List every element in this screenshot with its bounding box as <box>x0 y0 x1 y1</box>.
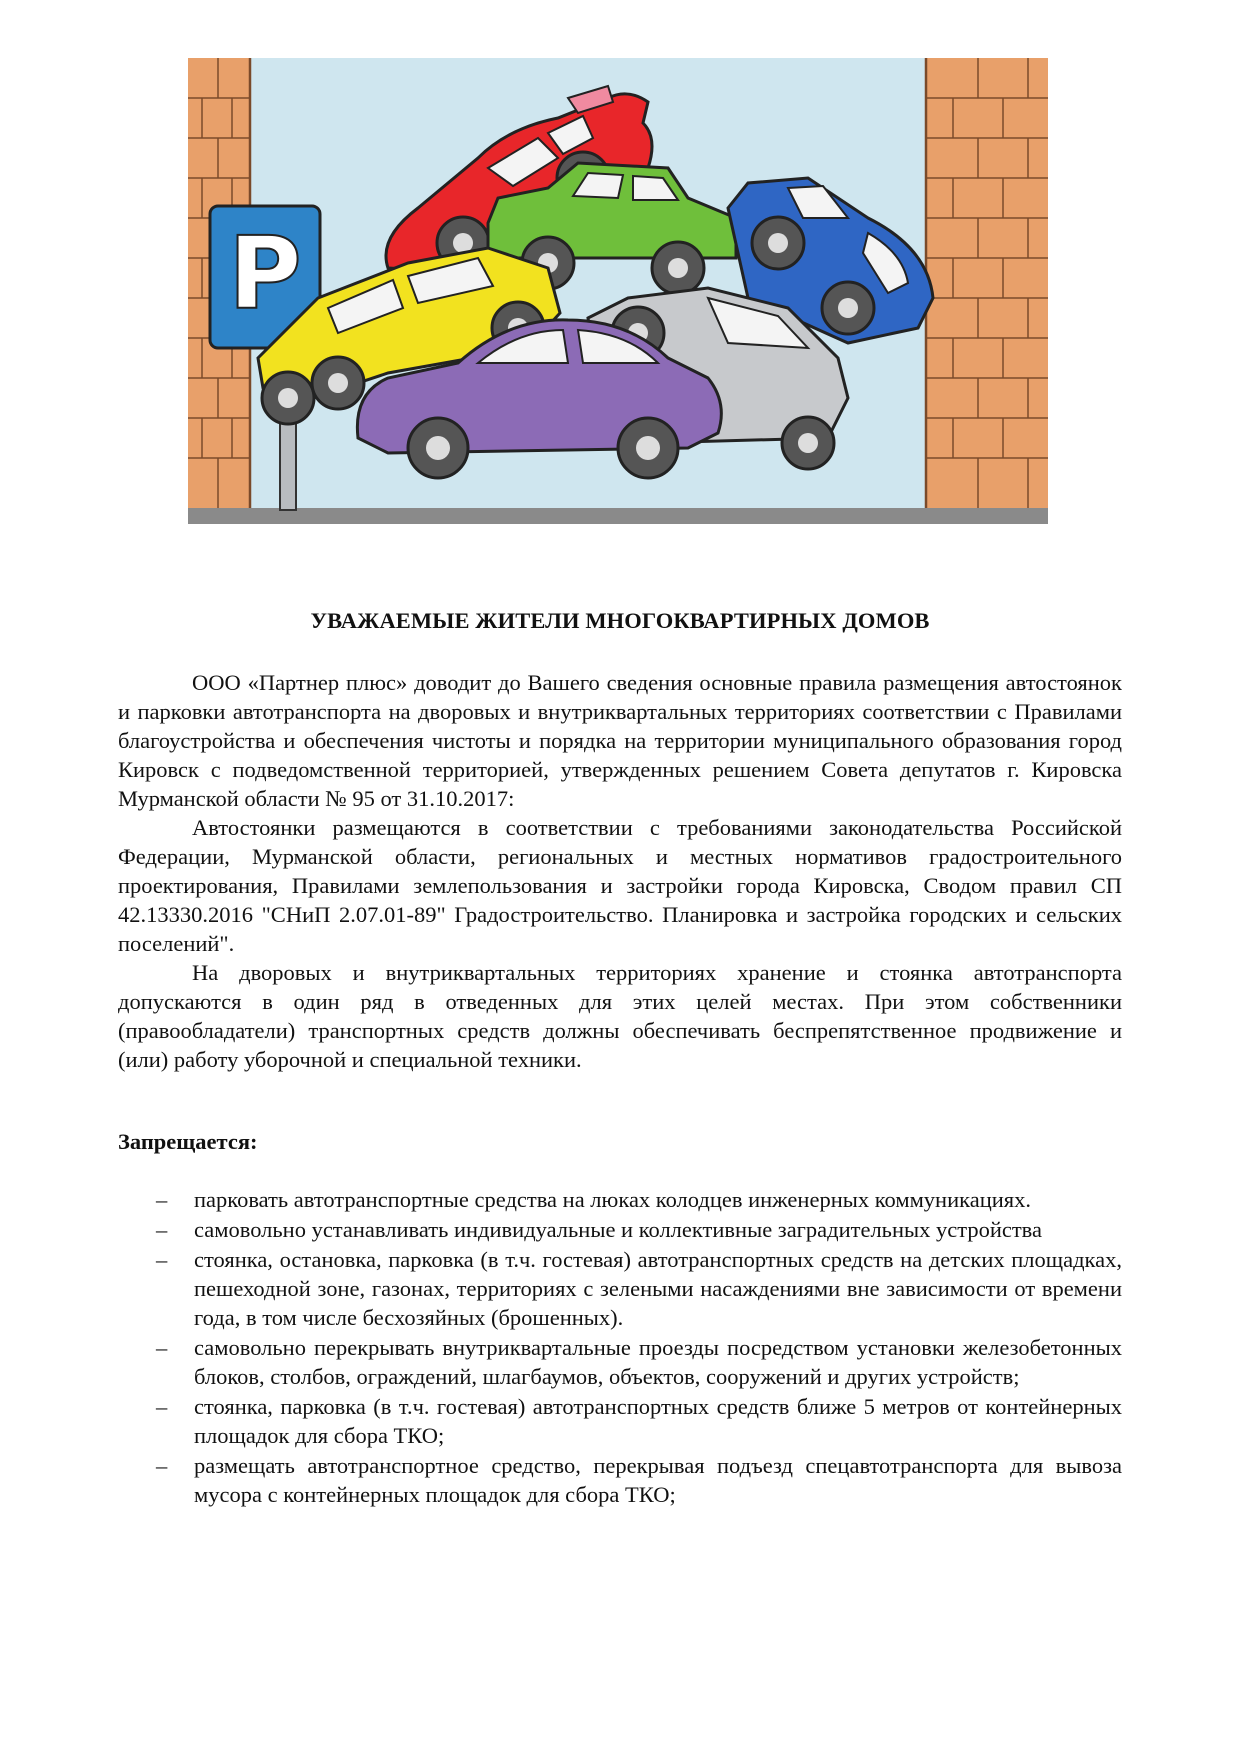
list-item <box>118 1245 1122 1332</box>
list-item <box>118 1451 1122 1509</box>
list-item <box>118 1392 1122 1450</box>
bullet-dash: – <box>156 1247 168 1272</box>
list-item <box>118 1215 1122 1244</box>
paragraph: ООО «Партнер плюс» доводит до Вашего сведения основные правила размещения автостоянок и парковки автотранспорта на дворовых и внутриквартальных территориях соответствии с Правилами благоустройства и обеспечения чистоты и порядка на территории муниципального образования город Кировск с подведомственной территорией, утвержденных решением Совета депутатов г. Кировска Мурманской области № 95 от 31.10.2017: <box>118 670 1122 811</box>
intro-text <box>118 668 1122 1074</box>
paragraph: Автостоянки размещаются в соответствии с требованиями законодательства Российской Федерации, Мурманской области, региональных и местных нормативов градостроительного проектирования, Правилами землепользования и застройки города Кировска, Сводом правил СП 42.13330.2016 "СНиП 2.07.01-89" Градостроительство. Планировка и застройка городских и сельских поселений". <box>118 815 1122 956</box>
parking-illustration <box>188 58 1048 524</box>
bullet-dash: – <box>156 1187 168 1212</box>
bullet-dash: – <box>156 1335 168 1360</box>
bullet-dash: – <box>156 1394 168 1419</box>
rules-list <box>118 1185 1122 1510</box>
list-item-text: размещать автотранспортное средство, перекрывая подъезд спецавтотранспорта для вывоза мусора с контейнерных площадок для сбора ТКО; <box>194 1453 1122 1507</box>
bullet-dash: – <box>156 1217 168 1242</box>
list-item-text: самовольно устанавливать индивидуальные и коллективные заградительных устройства <box>194 1217 1042 1242</box>
list-item <box>118 1333 1122 1391</box>
list-item-text: стоянка, парковка (в т.ч. гостевая) автотранспортных средств ближе 5 метров от контейнерных площадок для сбора ТКО; <box>194 1394 1122 1448</box>
list-item-text: стоянка, остановка, парковка (в т.ч. гостевая) автотранспортных средств на детских площадках, пешеходной зоне, газонах, территориях с зелеными насаждениями вне зависимости от времени года, в том числе бесхозяйных (брошенных). <box>194 1247 1122 1330</box>
list-item-text: парковать автотранспортные средства на люках колодцев инженерных коммуникациях. <box>194 1187 1032 1212</box>
paragraph: На дворовых и внутриквартальных территориях хранение и стоянка автотранспорта допускаются в один ряд в отведенных для этих целей местах. При этом собственники (правообладатели) транспортных средств должны обеспечивать беспрепятственное продвижение и (или) работу уборочной и специальной техники. <box>118 960 1122 1072</box>
svg-text:P: P <box>228 215 302 332</box>
ground <box>188 508 1048 524</box>
prohibited-heading: Запрещается: <box>118 1129 258 1154</box>
list-item <box>118 1185 1122 1214</box>
bullet-dash: – <box>156 1453 168 1478</box>
list-item-text: самовольно перекрывать внутриквартальные проезды посредством установки железобетонных блоков, столбов, ограждений, шлагбаумов, объектов, сооружений и других устройств; <box>194 1335 1122 1389</box>
page-title: УВАЖАЕМЫЕ ЖИТЕЛИ МНОГОКВАРТИРНЫХ ДОМОВ <box>310 608 930 633</box>
right-brick-wall <box>926 58 1048 514</box>
